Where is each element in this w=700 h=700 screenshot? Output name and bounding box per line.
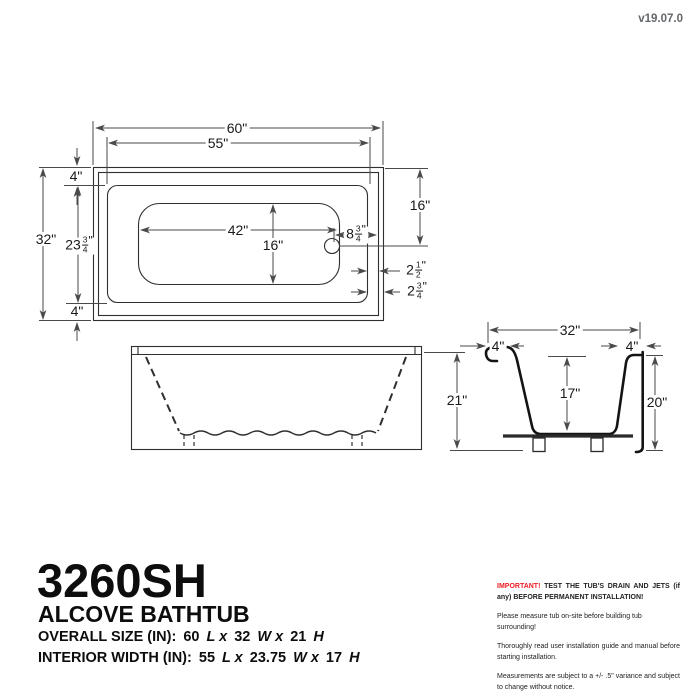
front-view-hidden-lines xyxy=(146,357,406,450)
width-unit: W x xyxy=(293,650,319,666)
dim-rim-outer xyxy=(405,279,429,301)
interior-length-value: 55 xyxy=(198,650,216,666)
fraction-denominator: 4 xyxy=(355,233,361,244)
note-guide: Thoroughly read user installation guide and manual before starting installation. xyxy=(497,643,680,661)
dim-basin-width xyxy=(63,233,95,255)
important-text: TEST THE TUB'S DRAIN AND JETS (if any) BEFORE PERMANENT INSTALLATION! xyxy=(497,583,680,601)
dim-deck-top: 4" xyxy=(69,168,83,184)
width-unit: W x xyxy=(257,629,284,645)
length-unit: L x xyxy=(222,650,243,666)
note-variance: Measurements are subject to a +/- .5" variance and subject to change without notice. xyxy=(497,673,680,691)
overall-size-line xyxy=(38,629,327,645)
interior-height-value: 17 xyxy=(325,650,343,666)
fraction-numerator: 1 xyxy=(415,259,421,270)
note-important xyxy=(497,582,680,603)
inch-mark: " xyxy=(421,258,426,273)
dim-whole: 23 xyxy=(65,236,81,253)
overall-size-label: OVERALL SIZE (IN): xyxy=(38,629,177,645)
important-label: IMPORTANT! xyxy=(497,583,541,590)
fraction-numerator: 3 xyxy=(355,223,361,234)
overall-width-value: 32 xyxy=(234,629,251,645)
dim-whole: 2 xyxy=(406,261,414,278)
dim-floor-width: 16" xyxy=(262,237,284,253)
dim-whole: 8 xyxy=(346,225,354,242)
interior-size-label: INTERIOR WIDTH (IN): xyxy=(38,650,192,666)
height-unit: H xyxy=(313,629,324,645)
top-view-outline xyxy=(94,168,384,321)
dim-interior-depth: 17" xyxy=(559,385,581,401)
dim-fraction xyxy=(416,282,423,301)
dim-overall-height: 21" xyxy=(446,392,468,408)
inch-mark: " xyxy=(88,233,93,248)
fraction-numerator: 3 xyxy=(416,280,422,291)
dim-fraction xyxy=(415,261,422,280)
dim-deck-bottom: 4" xyxy=(70,303,84,319)
dim-apron-height: 20" xyxy=(646,394,668,410)
fraction-denominator: 4 xyxy=(82,244,88,255)
dim-overall-width: 32" xyxy=(35,231,57,247)
fraction-numerator: 3 xyxy=(82,234,88,245)
inch-mark: " xyxy=(361,222,366,237)
overall-length-value: 60 xyxy=(183,629,200,645)
fraction-denominator: 2 xyxy=(415,269,421,280)
dim-overall-length: 60" xyxy=(226,120,248,136)
fraction-denominator: 4 xyxy=(416,290,422,301)
overall-height-value: 21 xyxy=(290,629,307,645)
dim-whole: 2 xyxy=(407,282,415,299)
dim-basin-length: 55" xyxy=(207,135,229,151)
version-label: v19.07.0 xyxy=(638,13,683,25)
note-measure: Please measure tub on-site before building tub surrounding! xyxy=(497,613,642,631)
dim-drain-from-top: 16" xyxy=(409,197,431,213)
model-number: 3260SH xyxy=(37,554,207,607)
dim-rim-inner xyxy=(404,258,428,280)
dim-section-width: 32" xyxy=(559,322,581,338)
height-unit: H xyxy=(349,650,360,666)
drain-circle xyxy=(325,239,340,254)
dim-rim-right: 4" xyxy=(625,338,639,354)
interior-width-value: 23.75 xyxy=(249,650,287,666)
installation-notes xyxy=(497,582,680,700)
interior-size-line xyxy=(38,650,363,666)
inch-mark: " xyxy=(422,279,427,294)
length-unit: L x xyxy=(206,629,228,645)
product-type: ALCOVE BATHTUB xyxy=(38,601,250,627)
side-view-base xyxy=(503,436,633,452)
dim-rim-left: 4" xyxy=(491,338,505,354)
dim-fraction xyxy=(82,236,89,255)
dim-fraction xyxy=(355,225,362,244)
dim-drain-offset xyxy=(344,222,368,244)
dim-floor-length: 42" xyxy=(227,222,249,238)
